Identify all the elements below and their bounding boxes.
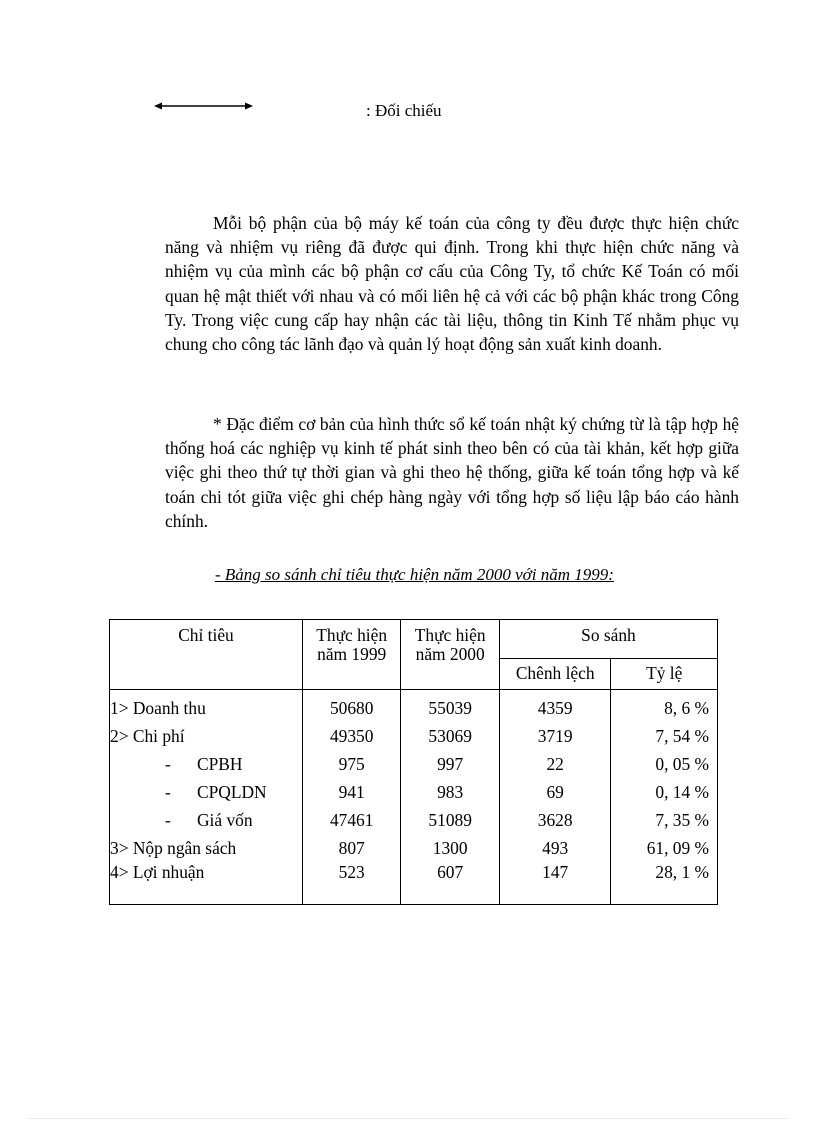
value-ratio: 7, 54 % [611, 722, 718, 750]
value-1999: 49350 [302, 722, 400, 750]
table-row [110, 722, 718, 750]
table-row [110, 862, 718, 905]
table-row [110, 778, 718, 806]
header-th2000: Thực hiện năm 2000 [401, 620, 499, 690]
value-ratio: 7, 35 % [611, 806, 718, 834]
table-row [110, 834, 718, 862]
value-diff: 147 [499, 862, 611, 905]
row-label: 3> Nộp ngân sách [110, 834, 303, 862]
value-1999: 807 [302, 834, 400, 862]
value-2000: 1300 [401, 834, 499, 862]
value-2000: 51089 [401, 806, 499, 834]
value-2000: 55039 [401, 690, 499, 723]
header-chenh-lech: Chênh lệch [499, 659, 611, 690]
row-label: Giá vốn [197, 809, 253, 830]
value-diff: 493 [499, 834, 611, 862]
paragraph-organization: Mỗi bộ phận của bộ máy kế toán của công ty đều được thực hiện chức năng và nhiệm vụ riêng đã được qui định. Trong khi thực hiện chức năng và nhiệm vụ của mình các bộ phận cơ cấu của Công Ty, tổ chức Kế Toán có mối quan hệ mật thiết với nhau và có mối liên hệ cả với các bộ phận khác trong Công Ty. Trong việc cung cấp hay nhận các tài liệu, thông tin Kinh Tế nhằm phục vụ chung cho công tác lãnh đạo và quản lý hoạt động sản xuất kinh doanh. [165, 213, 739, 355]
value-2000: 607 [401, 862, 499, 905]
row-label: CPBH [197, 753, 243, 774]
value-ratio: 61, 09 % [611, 834, 718, 862]
table-row [110, 690, 718, 723]
value-ratio: 0, 14 % [611, 778, 718, 806]
header-th1999: Thực hiện năm 1999 [302, 620, 400, 690]
sub-item-dash: - [165, 753, 171, 774]
paragraph-journal-features: * Đặc điểm cơ bản của hình thức sổ kế toán nhật ký chứng từ là tập hợp hệ thống hoá các nghiệp vụ kinh tế phát sinh theo bên có của tài khản, kết hợp giữa việc ghi theo thứ tự thời gian và ghi theo hệ thống, giữa kế toán tổng hợp và kế toán chi tót giữa việc ghi chép hàng ngày với tổng hợp số liệu lập báo cáo hành chính. [165, 414, 739, 531]
table-row [110, 750, 718, 778]
value-ratio: 8, 6 % [611, 690, 718, 723]
value-diff: 3719 [499, 722, 611, 750]
value-1999: 941 [302, 778, 400, 806]
header-so-sanh: So sánh [499, 620, 717, 659]
value-diff: 22 [499, 750, 611, 778]
value-diff: 3628 [499, 806, 611, 834]
value-diff: 4359 [499, 690, 611, 723]
value-diff: 69 [499, 778, 611, 806]
value-1999: 50680 [302, 690, 400, 723]
row-label: 2> Chi phí [110, 722, 303, 750]
row-label-cell [110, 778, 303, 806]
double-arrow-icon [154, 101, 253, 111]
value-1999: 523 [302, 862, 400, 905]
row-label-cell [110, 806, 303, 834]
row-label: 4> Lợi nhuận [110, 862, 303, 905]
value-1999: 975 [302, 750, 400, 778]
value-1999: 47461 [302, 806, 400, 834]
row-label-cell [110, 750, 303, 778]
table-row [110, 806, 718, 834]
value-2000: 53069 [401, 722, 499, 750]
header-chi-tieu: Chỉ tiêu [110, 620, 303, 690]
row-label: CPQLDN [197, 781, 267, 802]
header-ty-le: Tỷ lệ [611, 659, 718, 690]
legend-label: : Đối chiếu [366, 101, 442, 120]
table-caption: - Bảng so sánh chỉ tiêu thực hiện năm 2000 với năm 1999: [215, 565, 614, 584]
sub-item-dash: - [165, 781, 171, 802]
value-2000: 997 [401, 750, 499, 778]
page-footer-divider [28, 1118, 788, 1119]
value-ratio: 0, 05 % [611, 750, 718, 778]
value-2000: 983 [401, 778, 499, 806]
row-label: 1> Doanh thu [110, 690, 303, 723]
comparison-table [109, 619, 718, 905]
sub-item-dash: - [165, 809, 171, 830]
value-ratio: 28, 1 % [611, 862, 718, 905]
